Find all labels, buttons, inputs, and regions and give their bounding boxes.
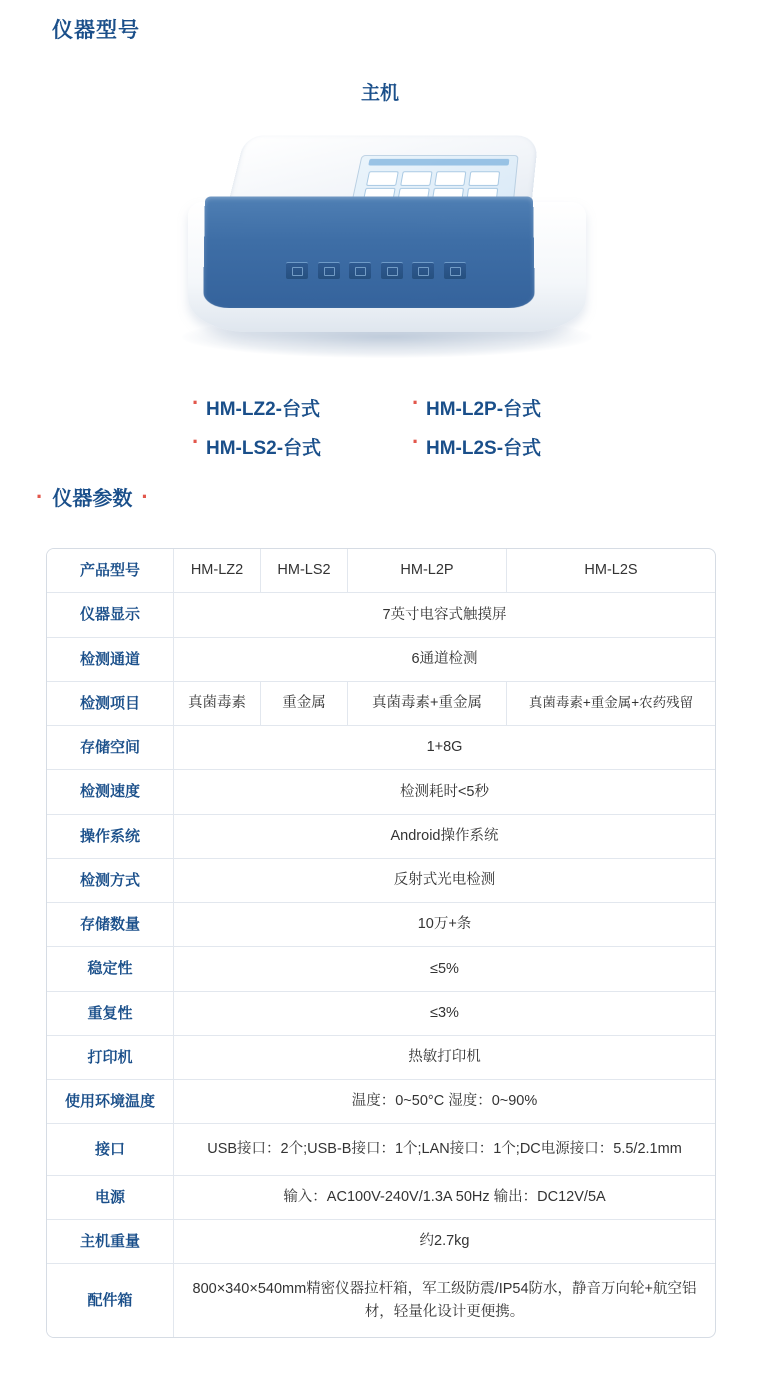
row-label: 检测项目 (47, 681, 174, 725)
row-label: 主机重量 (47, 1219, 174, 1263)
header-col-1: HM-LZ2 (174, 549, 261, 593)
table-row (47, 858, 715, 902)
row-label: 电源 (47, 1175, 174, 1219)
table-row (47, 947, 715, 991)
channel-slot (318, 262, 340, 279)
spec-table (47, 549, 715, 1337)
row-value-1: 真菌毒素 (174, 681, 261, 725)
params-heading (36, 482, 149, 511)
row-label: 稳定性 (47, 947, 174, 991)
table-row (47, 991, 715, 1035)
model-item: · HM-LS2-台式 (190, 433, 410, 460)
row-value: 约2.7kg (174, 1219, 716, 1263)
row-value-3: 真菌毒素+重金属 (348, 681, 507, 725)
row-value: Android操作系统 (174, 814, 716, 858)
table-row (47, 770, 715, 814)
table-row (47, 1175, 715, 1219)
header-col-4: HM-L2S (507, 549, 716, 593)
device-channel-slots (286, 262, 466, 284)
row-label: 配件箱 (47, 1264, 174, 1337)
row-label: 检测速度 (47, 770, 174, 814)
device-caption: 主机 (360, 83, 399, 104)
row-value: 800×340×540mm精密仪器拉杆箱，军工级防震/IP54防水，静音万向轮+航空铝材，轻量化设计更便携。 (192, 1281, 697, 1320)
screen-cell (400, 171, 432, 186)
row-value-4: 真菌毒素+重金属+农药残留 (507, 681, 716, 725)
channel-slot (349, 262, 371, 279)
screen-header-bar (368, 159, 509, 166)
row-value-2: 重金属 (261, 681, 348, 725)
bullet-dot-icon: · (141, 483, 149, 509)
table-row (47, 726, 715, 770)
channel-slot (286, 262, 308, 279)
header-col-3: HM-L2P (348, 549, 507, 593)
table-row (47, 1219, 715, 1263)
table-header-row (47, 549, 715, 593)
channel-slot (412, 262, 434, 279)
row-label: 检测方式 (47, 858, 174, 902)
table-row (47, 1035, 715, 1079)
spec-table-container (46, 548, 716, 1338)
row-value: 10万+条 (174, 903, 716, 947)
row-value: 6通道检测 (174, 637, 716, 681)
header-label: 产品型号 (47, 549, 174, 593)
row-label: 打印机 (47, 1035, 174, 1079)
device-front-panel (203, 196, 535, 308)
row-label: 使用环境温度 (47, 1080, 174, 1124)
model-list (190, 394, 610, 460)
channel-slot (381, 262, 403, 279)
row-value: USB接口：2个;USB-B接口：1个;LAN接口：1个;DC电源接口：5.5/2.1mm (174, 1124, 716, 1175)
model-item: · HM-LZ2-台式 (190, 394, 410, 421)
row-value: 1+8G (174, 726, 716, 770)
table-row (47, 593, 715, 637)
row-label: 操作系统 (47, 814, 174, 858)
page-title: 仪器型号 (52, 19, 140, 42)
bullet-dot-icon: · (36, 483, 44, 509)
screen-cell (468, 171, 500, 186)
row-label: 仪器显示 (47, 593, 174, 637)
row-value: 检测耗时<5秒 (174, 770, 716, 814)
row-label: 存储空间 (47, 726, 174, 770)
row-value: ≤5% (174, 947, 716, 991)
table-row (47, 903, 715, 947)
row-value: 反射式光电检测 (174, 858, 716, 902)
row-label: 存储数量 (47, 903, 174, 947)
row-value: ≤3% (174, 991, 716, 1035)
screen-cell (434, 171, 466, 186)
header-col-2: HM-LS2 (261, 549, 348, 593)
model-item: · HM-L2P-台式 (410, 394, 610, 421)
row-value: 输入：AC100V-240V/1.3A 50Hz 输出：DC12V/5A (174, 1175, 716, 1219)
table-row (47, 637, 715, 681)
table-row (47, 681, 715, 725)
params-heading-label: 仪器参数 (52, 488, 133, 510)
channel-slot (444, 262, 466, 279)
screen-cell (366, 171, 399, 186)
row-label: 检测通道 (47, 637, 174, 681)
table-row (47, 1124, 715, 1175)
table-row (47, 1264, 715, 1337)
model-item: · HM-L2S-台式 (410, 433, 610, 460)
row-value: 热敏打印机 (174, 1035, 716, 1079)
device-illustration (160, 120, 610, 370)
row-label: 接口 (47, 1124, 174, 1175)
table-row (47, 814, 715, 858)
row-value: 温度：0~50°C 湿度：0~90% (174, 1080, 716, 1124)
row-value: 7英寸电容式触摸屏 (174, 593, 716, 637)
table-row (47, 1080, 715, 1124)
row-label: 重复性 (47, 991, 174, 1035)
